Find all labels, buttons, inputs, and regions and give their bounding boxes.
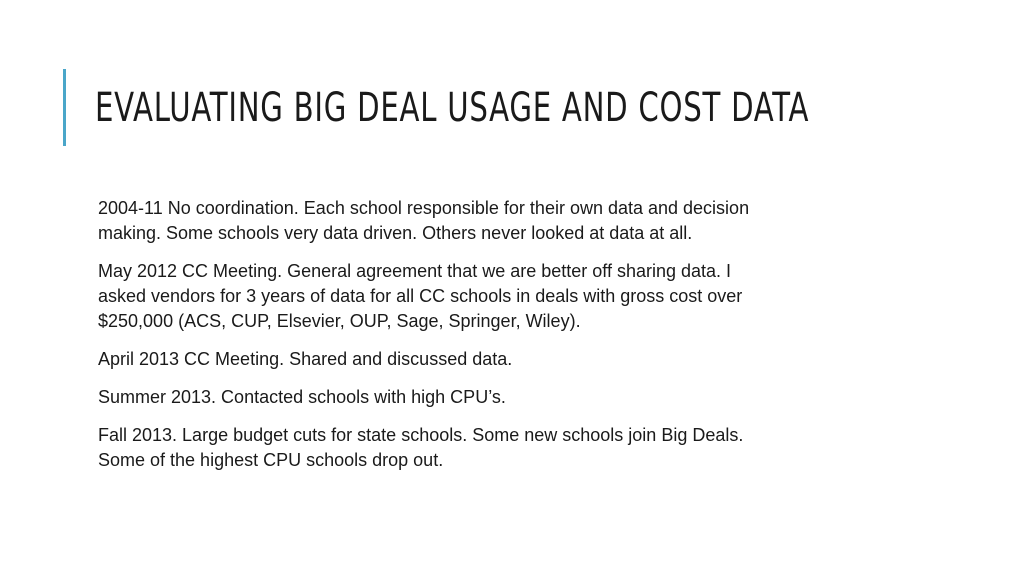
paragraph-summer-2013: Summer 2013. Contacted schools with high CPU’s. [98,387,506,407]
paragraph-2004-11: 2004-11 No coordination. Each school responsible for their own data and decision making. Some schools very data driven. Others never looked at data at all. [98,198,750,243]
slide-body [98,196,928,486]
slide-title: EVALUATING BIG DEAL USAGE AND COST DATA [95,85,810,131]
paragraph-april-2013: April 2013 CC Meeting. Shared and discussed data. [98,349,513,369]
paragraph-fall-2013: Fall 2013. Large budget cuts for state schools. Some new schools join Big Deals. Some of the highest CPU schools drop out. [98,425,744,470]
title-accent-bar [63,69,66,146]
paragraph-may-2012: May 2012 CC Meeting. General agreement that we are better off sharing data. I asked vendors for 3 years of data for all CC schools in deals with gross cost over $250,000 (ACS, CUP, Elsevier, OUP, Sage, Springer, Wiley). [98,261,743,331]
